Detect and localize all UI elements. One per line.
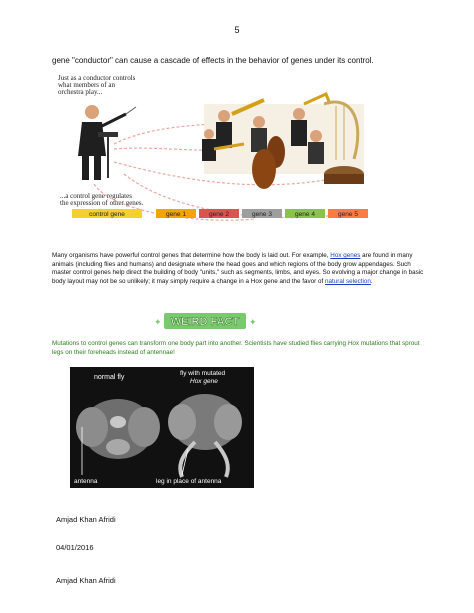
caption-top-line-3: orchestra play... (58, 88, 103, 96)
gene-label-control: control gene (89, 211, 125, 218)
fly-comparison-figure (70, 367, 254, 488)
caption-top-line-1: Just as a conductor controls (58, 74, 136, 82)
mutation-note (52, 340, 424, 357)
mutation-text-2: mutations that sprout legs on their foreheads instead of antennae! (52, 340, 420, 356)
gene-label-2: gene 2 (209, 211, 229, 218)
weird-fact-banner (150, 311, 260, 331)
caption-top-line-2: what members of an (58, 81, 115, 89)
page-number: 5 (234, 25, 240, 35)
sparkle-icon: ✦ (154, 317, 162, 327)
paragraph-text-3: . (370, 277, 373, 285)
mutation-text-1: Mutations to control genes can transform one body part into another. Scientists have studied flies carrying (52, 340, 348, 347)
conductor-orchestra-figure (54, 74, 374, 236)
gene-label-4: gene 4 (295, 211, 315, 218)
gene-label-5: gene 5 (338, 211, 358, 218)
mutant-fly-title-2: Hox gene (190, 378, 218, 385)
mutant-fly-title-1: fly with mutated (180, 370, 226, 377)
body-paragraph (52, 252, 424, 286)
author-name-footer: Amjad Khan Afridi (56, 576, 116, 585)
caption-bottom-line-1: ...a control gene regulates (60, 192, 132, 200)
gene-label-1: gene 1 (166, 211, 186, 218)
antenna-label: antenna (74, 478, 98, 485)
gene-label-3: gene 3 (252, 211, 272, 218)
caption-bottom-line-2: the expression of other genes. (60, 199, 144, 207)
paragraph-text-2: are found in many animals (including flies and humans) and designate where the head goes and which regions of the body grow appendages. Such master control genes help direct the building of body "units," such as segments, limbs, and eyes. So evolving a major change in basic body layout may not be so unlikely; it may simply require a change in a Hox gene and the favor of (52, 252, 424, 285)
hox-genes-link[interactable]: Hox genes (330, 252, 361, 259)
normal-fly-title: normal fly (94, 374, 125, 381)
natural-selection-link[interactable]: natural selection (325, 277, 371, 285)
document-date: 04/01/2016 (56, 543, 94, 552)
sparkle-icon: ✦ (249, 317, 257, 327)
weird-fact-label: WEIRD FACT (170, 316, 240, 328)
paragraph-text-1: Many organisms have powerful control genes that determine how the body is laid out. For example, (52, 252, 331, 259)
leg-label: leg in place of antenna (156, 478, 222, 485)
intro-text: gene "conductor" can cause a cascade of effects in the behavior of genes under its control. (52, 56, 374, 65)
author-name: Amjad Khan Afridi (56, 515, 116, 524)
mutation-text-italic: Hox (347, 340, 359, 347)
gene-row (72, 209, 368, 218)
